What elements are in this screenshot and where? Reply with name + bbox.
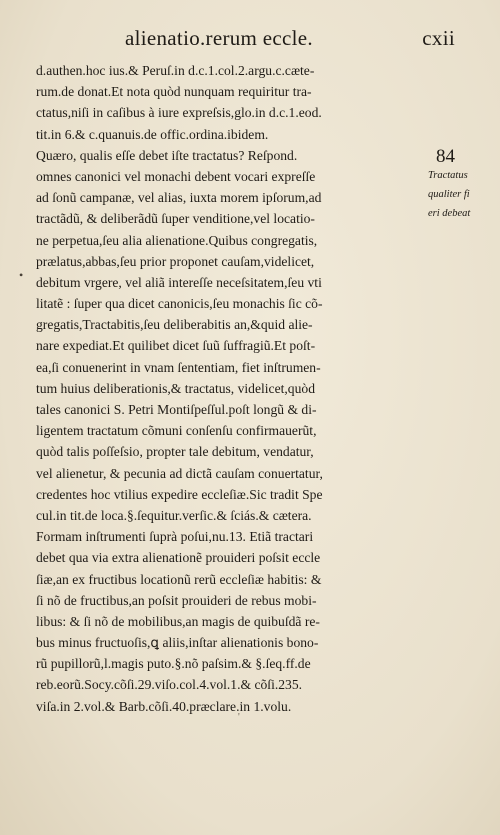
text-line: Formam inſtrumenti ſuprà poſui,nu.13. Etiã tractari (36, 529, 314, 545)
text-line: ligentem tractatum cõmuni conſenſu confirmauerũt, (36, 423, 317, 439)
text-line: tales canonici S. Petri Montiſpeſſul.poſt longũ & di- (36, 402, 317, 417)
margin-note-line: Tractatus (428, 170, 468, 181)
text-line: litatẽ : ſuper qua dicet canonicis,ſeu monachis ſic cõ- (36, 296, 323, 312)
text-line: ad ſonũ campanæ, vel alias, iuxta morem ipſorum,ad (36, 190, 322, 206)
text-line: debitum vrgere, vel aliã intereſſe neceſsitatem,ſeu vti (36, 274, 322, 290)
text-line: rum.de donat.Et nota quòd nunquam requiritur tra- (36, 84, 312, 100)
text-line: d.authen.hoc ius.& Peruſ.in d.c.1.col.2.argu.c.cæte- (36, 63, 315, 78)
bottom-mark: ' (238, 712, 240, 723)
folio-number: cxii (422, 26, 455, 50)
text-line: viſa.in 2.vol.& Barb.cõſi.40.præclare.in 1.volu. (36, 698, 292, 714)
text-line: prælatus,abbas,ſeu prior proponet cauſam,videlicet, (36, 253, 315, 269)
page-header (125, 26, 455, 52)
text-line: gregatis,Tractabitis,ſeu deliberabitis an,&quid alie- (36, 317, 313, 333)
text-line: ſi nõ de fructibus,an poſsit prouideri de rebus mobi- (36, 592, 317, 608)
text-line: Quæro, qualis eſſe debet iſte tractatus? Reſpond. (36, 147, 298, 163)
text-line: cul.in tit.de loca.§.ſequitur.verſic.& ſciás.& cætera. (36, 507, 312, 523)
text-line: tum huius deliberationis,& tractatus, videlicet,quòd (36, 380, 315, 396)
text-line: ctatus,niſi in caſibus à iure expreſsis,glo.in d.c.1.eod. (36, 105, 322, 121)
text-line: credentes hoc vtilius expedire eccleſiæ.Sic tradit Spe (36, 486, 323, 502)
text-line: debet qua via extra alienationẽ prouideri poſsit eccle (36, 550, 321, 566)
text-line: tit.in 6.& c.quanuis.de offic.ordina.ibidem. (36, 126, 269, 142)
text-line: rũ pupillorũ,l.magis puto.§.nõ paſsim.& §.ſeq.ff.de (36, 656, 311, 672)
margin-note (428, 166, 496, 223)
margin-note-line: eri debeat (428, 208, 471, 219)
text-line: omnes canonici vel monachi debent vocari expreſſe (36, 168, 316, 184)
running-title: alienatio.rerum eccle. (125, 26, 313, 50)
text-line: tractãdũ, & deliberãdũ ſuper venditione,vel locatio- (36, 211, 315, 227)
text-line: nare expediat.Et quilibet dicet ſuũ ſuffragiũ.Et poſt- (36, 338, 316, 354)
text-line: quòd talis poſſeſsio, propter tale debitum, vendatur, (36, 444, 314, 460)
text-line: ne perpetua,ſeu alia alienatione.Quibus congregatis, (36, 232, 318, 248)
text-line: ea,ſi conuenerint in vnam ſententiam, fiet inſtrumen- (36, 359, 321, 375)
text-line: reb.eorũ.Socy.cõſi.29.viſo.col.4.vol.1.& cõſi.235. (36, 677, 303, 693)
margin-note-line: qualiter fi (428, 189, 470, 200)
margin-paragraph-number: 84 (436, 146, 455, 167)
text-line: bus minus fructuoſis,ꝗ aliis,inſtar alienationis bono- (36, 635, 319, 651)
text-line: vel alienetur, & pecunia ad dictã cauſam conuertatur, (36, 465, 323, 481)
margin-bullet: • (19, 268, 24, 282)
text-line: ſiæ,an ex fructibus locationũ rerũ eccleſiæ habitis: & (36, 571, 322, 587)
body-text (36, 60, 428, 717)
text-line: libus: & ſi nõ de mobilibus,an magis de quibuſdã re- (36, 613, 320, 629)
